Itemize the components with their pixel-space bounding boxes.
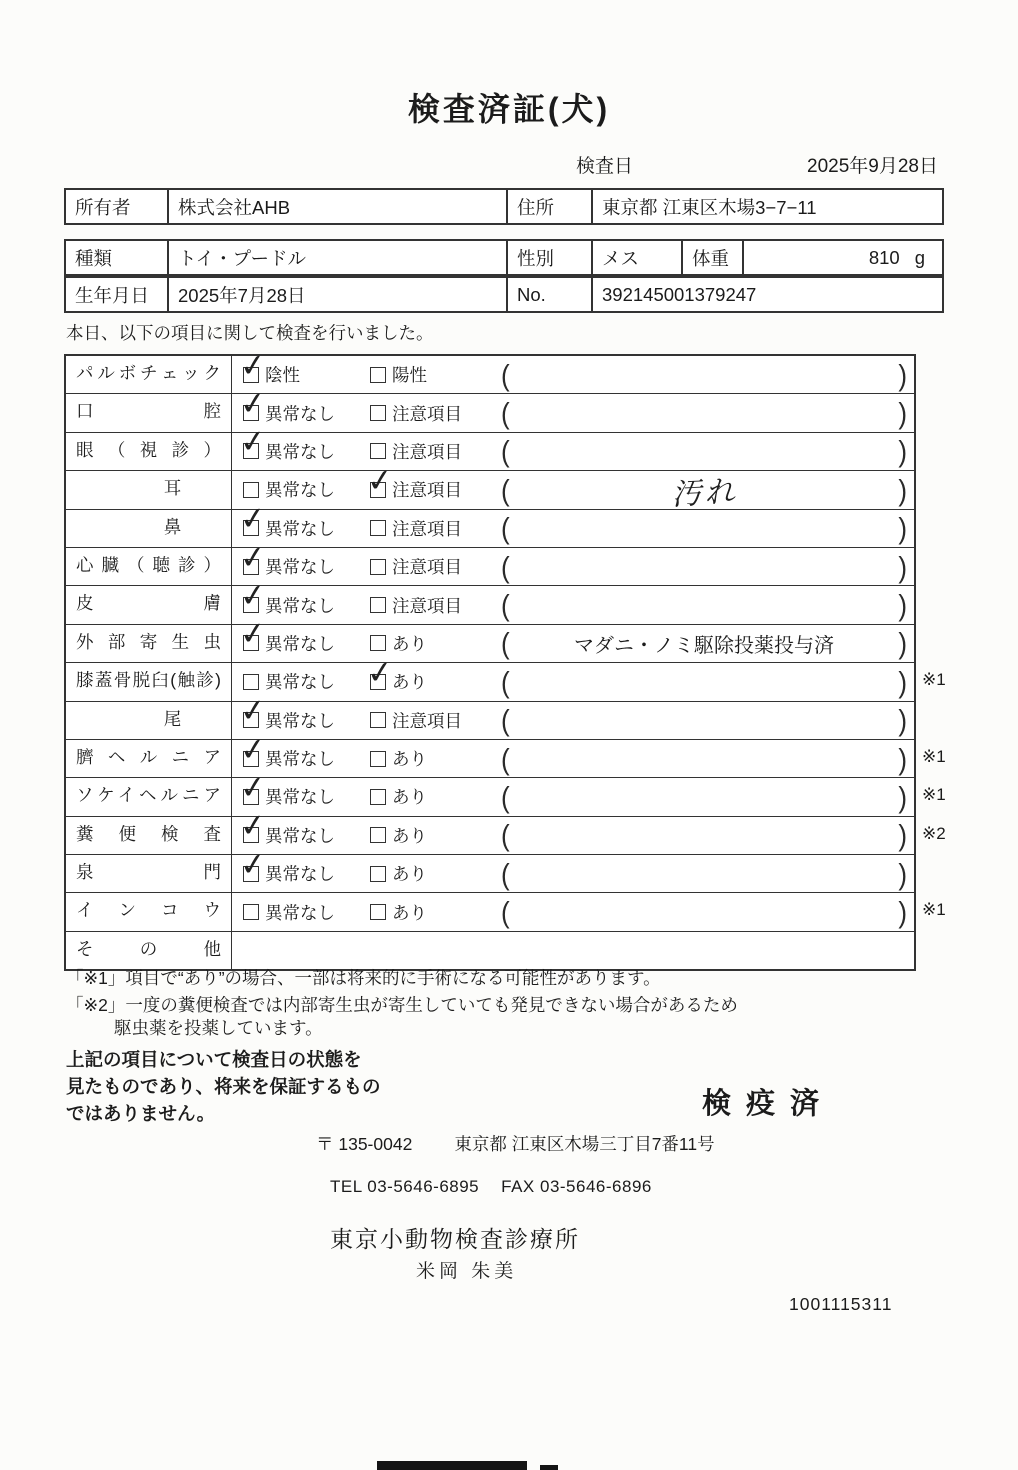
checkbox-option-2[interactable] bbox=[370, 520, 386, 536]
exam-row-body bbox=[232, 384, 914, 431]
option-label: あり bbox=[392, 864, 427, 885]
serial-number: 1001115311 bbox=[789, 1294, 893, 1314]
exam-row-11 bbox=[66, 730, 946, 778]
option-2 bbox=[370, 823, 501, 848]
option-label: 異常なし bbox=[265, 633, 335, 654]
exam-row-body bbox=[232, 576, 914, 623]
clinic-fax: FAX 03-5646-6896 bbox=[501, 1177, 652, 1196]
reference-mark: ※1 bbox=[922, 670, 946, 690]
birthdate-label: 生年月日 bbox=[75, 284, 150, 306]
exam-item-label: インコウ bbox=[66, 893, 232, 930]
option-label: 異常なし bbox=[265, 672, 335, 693]
checkbox-option-1[interactable] bbox=[238, 807, 268, 846]
paren-close: ) bbox=[898, 779, 907, 815]
option-1 bbox=[232, 730, 370, 771]
breed-label: 種類 bbox=[75, 247, 113, 269]
reference-mark: ※1 bbox=[922, 900, 946, 920]
exam-row-14 bbox=[66, 845, 914, 893]
weight-value: 810 bbox=[868, 246, 900, 268]
option-1 bbox=[232, 477, 370, 502]
checkbox-option-1[interactable] bbox=[238, 538, 268, 577]
exam-item-label: 膝蓋骨脱臼(触診) bbox=[66, 663, 232, 700]
exam-item-label: 鼻 bbox=[66, 510, 232, 547]
paren-close: ) bbox=[898, 357, 907, 392]
owner-label: 所有者 bbox=[75, 196, 131, 218]
checkbox-option-2[interactable] bbox=[365, 461, 395, 501]
exam-table bbox=[64, 346, 946, 971]
exam-item-label: ソケイヘルニア bbox=[66, 778, 232, 815]
clinic-phone-row bbox=[330, 1177, 652, 1197]
checkbox-option-1[interactable] bbox=[243, 482, 259, 498]
option-label: 注意項目 bbox=[392, 480, 462, 501]
result-field bbox=[501, 587, 914, 623]
checkbox-option-2[interactable] bbox=[370, 559, 386, 575]
result-field bbox=[501, 779, 914, 815]
option-label: あり bbox=[392, 902, 427, 923]
weight-label: 体重 bbox=[681, 241, 742, 274]
paren-close: ) bbox=[898, 856, 907, 892]
paren-close: ) bbox=[898, 549, 907, 584]
option-1 bbox=[232, 615, 370, 656]
paren-close: ) bbox=[898, 511, 907, 546]
paren-close: ) bbox=[898, 587, 907, 623]
option-1 bbox=[232, 845, 370, 886]
reference-mark: ※1 bbox=[922, 785, 946, 805]
result-field bbox=[501, 511, 914, 546]
exam-row-body bbox=[232, 845, 914, 892]
clinic-name: 東京小動物検査診療所 bbox=[330, 1226, 580, 1252]
paren-open: ( bbox=[501, 894, 510, 930]
footnote-1: 「※1」項目で“あり”の場合、一部は将来的に手術になる可能性があります。 bbox=[66, 968, 661, 988]
checkbox-option-2[interactable] bbox=[365, 653, 395, 693]
paren-open: ( bbox=[501, 549, 510, 584]
option-1 bbox=[232, 669, 370, 694]
check-mark-icon: ✓ bbox=[238, 346, 268, 385]
owner-table bbox=[64, 188, 944, 225]
result-field bbox=[501, 818, 914, 853]
option-label: 異常なし bbox=[265, 480, 335, 501]
result-text: 汚れ bbox=[670, 475, 739, 512]
disclaimer-line-2: 見たものであり、将来を保証するもの bbox=[66, 1076, 381, 1097]
checkbox-option-1[interactable] bbox=[238, 346, 268, 385]
scan-artifact-small bbox=[540, 1465, 558, 1470]
checkbox-option-1[interactable] bbox=[238, 423, 268, 462]
checkbox-option-2[interactable] bbox=[370, 751, 386, 767]
result-field bbox=[501, 702, 914, 738]
exam-row-body bbox=[232, 346, 914, 393]
result-field bbox=[501, 664, 914, 700]
exam-row-7 bbox=[66, 576, 914, 624]
option-label: 注意項目 bbox=[392, 441, 462, 462]
exam-row-body bbox=[232, 932, 914, 969]
option-1 bbox=[232, 499, 370, 541]
paren-open: ( bbox=[501, 702, 510, 738]
exam-item-label: 尾 bbox=[66, 702, 232, 739]
address-value: 東京都 江東区木場3−7−11 bbox=[591, 190, 942, 223]
exam-row-body bbox=[232, 807, 914, 854]
option-1 bbox=[232, 768, 370, 809]
veterinarian-name: 米岡 朱美 bbox=[416, 1261, 518, 1282]
exam-row-5 bbox=[66, 499, 914, 548]
result-field bbox=[501, 395, 914, 431]
check-mark-icon: ✓ bbox=[238, 499, 268, 539]
result-text: マダニ・ノミ駆除投薬投与済 bbox=[574, 634, 834, 657]
paren-open: ( bbox=[501, 395, 510, 431]
check-mark-icon: ✓ bbox=[365, 461, 395, 501]
exam-row-13 bbox=[66, 807, 946, 855]
option-label: 注意項目 bbox=[392, 557, 462, 578]
paren-close: ) bbox=[898, 894, 907, 930]
option-label: 陽性 bbox=[392, 365, 427, 386]
check-mark-icon: ✓ bbox=[238, 730, 268, 769]
inspection-date bbox=[576, 151, 938, 178]
exam-item-label: 臍ヘルニア bbox=[66, 740, 232, 777]
option-1 bbox=[232, 807, 370, 848]
option-label: 異常なし bbox=[265, 557, 335, 578]
inspection-date-value: 2025年9月28日 bbox=[807, 156, 938, 177]
option-2 bbox=[370, 401, 501, 426]
exam-row-10 bbox=[66, 691, 914, 740]
option-2 bbox=[370, 362, 501, 387]
option-label: 異常なし bbox=[265, 787, 335, 808]
paren-open: ( bbox=[501, 664, 510, 700]
exam-item-label: 糞便検査 bbox=[66, 817, 232, 854]
exam-row-body bbox=[232, 653, 914, 700]
paren-open: ( bbox=[501, 818, 510, 853]
option-label: 注意項目 bbox=[392, 403, 462, 424]
option-label: 異常なし bbox=[265, 518, 335, 539]
exam-row-1 bbox=[66, 346, 914, 394]
exam-row-16 bbox=[66, 932, 914, 969]
document-title: 検査済証(犬) bbox=[407, 91, 611, 127]
checkbox-option-2[interactable] bbox=[370, 597, 386, 613]
paren-close: ) bbox=[898, 818, 907, 853]
exam-item-label: 泉門 bbox=[66, 855, 232, 892]
exam-row-body bbox=[232, 730, 914, 777]
exam-row-body bbox=[232, 893, 914, 930]
option-1 bbox=[232, 384, 370, 426]
check-mark-icon: ✓ bbox=[238, 384, 268, 424]
check-mark-icon: ✓ bbox=[238, 807, 268, 846]
address-label: 住所 bbox=[506, 190, 591, 223]
exam-item-label: 外部寄生虫 bbox=[66, 625, 232, 662]
option-2 bbox=[370, 746, 501, 771]
checkbox-option-2[interactable] bbox=[370, 635, 386, 651]
result-field bbox=[501, 894, 914, 930]
paren-close: ) bbox=[898, 664, 907, 700]
checkbox-option-1[interactable] bbox=[238, 845, 268, 885]
footnote-2-line1: 「※2」一度の糞便検査では内部寄生虫が寄生していても発見できない場合があるため bbox=[66, 995, 738, 1015]
option-2 bbox=[370, 631, 501, 656]
option-2 bbox=[370, 554, 501, 579]
exam-item-label: 眼（視診） bbox=[66, 433, 232, 470]
pet-info-row-breed bbox=[64, 239, 944, 276]
exam-item-label: 皮膚 bbox=[66, 586, 232, 623]
option-label: あり bbox=[392, 749, 427, 770]
result-field bbox=[501, 468, 914, 512]
inspection-date-label: 検査日 bbox=[576, 156, 634, 177]
paren-open: ( bbox=[501, 434, 510, 469]
exam-item-label: 口腔 bbox=[66, 394, 232, 431]
check-mark-icon: ✓ bbox=[238, 691, 268, 731]
check-mark-icon: ✓ bbox=[365, 653, 395, 693]
option-1 bbox=[232, 691, 370, 733]
check-mark-icon: ✓ bbox=[238, 615, 268, 654]
paren-close: ) bbox=[898, 395, 907, 431]
paren-close: ) bbox=[898, 434, 907, 469]
option-label: 異常なし bbox=[265, 710, 335, 731]
option-1 bbox=[232, 538, 370, 579]
weight-value-cell bbox=[742, 241, 942, 274]
option-2 bbox=[370, 593, 501, 618]
exam-item-label: 耳 bbox=[66, 471, 232, 508]
check-mark-icon: ✓ bbox=[238, 768, 268, 808]
exam-row-6 bbox=[66, 538, 914, 586]
checkbox-option-1[interactable] bbox=[238, 384, 268, 424]
check-mark-icon: ✓ bbox=[238, 538, 268, 577]
checkbox-option-1[interactable] bbox=[238, 768, 268, 808]
option-label: あり bbox=[392, 825, 427, 846]
option-2 bbox=[370, 516, 501, 541]
reference-mark: ※1 bbox=[922, 746, 946, 766]
option-label: 異常なし bbox=[265, 825, 335, 846]
result-field bbox=[501, 741, 914, 776]
exam-item-label: 心臓（聴診） bbox=[66, 548, 232, 585]
checkbox-option-2[interactable] bbox=[370, 827, 386, 843]
option-2 bbox=[370, 861, 501, 886]
option-1 bbox=[232, 346, 370, 387]
paren-open: ( bbox=[501, 741, 510, 776]
paren-open: ( bbox=[501, 472, 510, 508]
clinic-tel: TEL 03-5646-6895 bbox=[330, 1177, 480, 1196]
exam-item-label: パルボチェック bbox=[66, 356, 232, 393]
result-field bbox=[501, 357, 914, 392]
disclaimer-line-3: ではありません。 bbox=[66, 1103, 216, 1124]
paren-open: ( bbox=[501, 626, 510, 661]
option-2 bbox=[370, 784, 501, 809]
breed-value: トイ・プードル bbox=[167, 241, 506, 274]
exam-row-body bbox=[232, 768, 914, 815]
option-1 bbox=[232, 423, 370, 464]
paren-open: ( bbox=[501, 357, 510, 392]
weight-unit: g bbox=[914, 246, 925, 268]
quarantine-stamp: 検疫済 bbox=[702, 1088, 835, 1120]
exam-row-body bbox=[232, 691, 914, 739]
pet-info-row-birth bbox=[64, 276, 944, 313]
checkbox-option-2[interactable] bbox=[370, 712, 386, 728]
result-field bbox=[501, 549, 914, 584]
paren-open: ( bbox=[501, 587, 510, 623]
paren-close: ) bbox=[898, 741, 907, 776]
option-2 bbox=[365, 461, 501, 502]
checkbox-option-2[interactable] bbox=[370, 866, 386, 882]
reference-mark: ※2 bbox=[922, 823, 946, 843]
checkbox-option-2[interactable] bbox=[370, 367, 386, 383]
disclaimer-text bbox=[66, 1046, 381, 1127]
check-mark-icon: ✓ bbox=[238, 576, 268, 616]
sex-value: メス bbox=[591, 241, 681, 274]
option-1 bbox=[232, 576, 370, 618]
option-label: 異常なし bbox=[265, 864, 335, 885]
option-2 bbox=[370, 439, 501, 464]
option-label: 異常なし bbox=[265, 902, 335, 923]
checkbox-option-1[interactable] bbox=[238, 576, 268, 616]
option-label: 陰性 bbox=[265, 365, 300, 386]
result-field bbox=[501, 626, 914, 661]
exam-row-2 bbox=[66, 384, 914, 432]
option-label: 注意項目 bbox=[392, 518, 462, 539]
checkbox-option-1[interactable] bbox=[243, 674, 259, 690]
option-label: あり bbox=[392, 787, 427, 808]
sex-label: 性別 bbox=[506, 241, 591, 274]
option-label: 注意項目 bbox=[392, 595, 462, 616]
option-label: 異常なし bbox=[265, 595, 335, 616]
check-mark-icon: ✓ bbox=[238, 423, 268, 462]
paren-open: ( bbox=[501, 779, 510, 815]
checkbox-option-1[interactable] bbox=[238, 691, 268, 731]
exam-row-4 bbox=[66, 461, 914, 512]
option-label: 異常なし bbox=[265, 441, 335, 462]
exam-row-15 bbox=[66, 893, 946, 931]
option-1 bbox=[232, 900, 370, 925]
option-label: 異常なし bbox=[265, 749, 335, 770]
option-label: 注意項目 bbox=[392, 710, 462, 731]
checkbox-option-2[interactable] bbox=[370, 789, 386, 805]
exam-row-body bbox=[232, 538, 914, 585]
checkbox-option-1[interactable] bbox=[238, 615, 268, 654]
checkbox-option-2[interactable] bbox=[370, 904, 386, 920]
scan-artifact bbox=[377, 1461, 527, 1470]
exam-row-12 bbox=[66, 768, 946, 816]
paren-open: ( bbox=[501, 511, 510, 546]
option-label: 異常なし bbox=[265, 403, 335, 424]
check-mark-icon: ✓ bbox=[238, 845, 268, 885]
paren-open: ( bbox=[501, 856, 510, 892]
registration-no-value: 392145001379247 bbox=[591, 278, 942, 311]
paren-close: ) bbox=[898, 472, 907, 508]
option-2 bbox=[370, 708, 501, 733]
footnote-2-line2: 駆虫薬を投薬しています。 bbox=[114, 1018, 323, 1038]
option-2 bbox=[370, 900, 501, 925]
exam-row-8 bbox=[66, 615, 914, 663]
checkbox-option-1[interactable] bbox=[238, 730, 268, 769]
checkbox-option-1[interactable] bbox=[238, 499, 268, 539]
disclaimer-line-1: 上記の項目について検査日の状態を bbox=[66, 1049, 362, 1070]
exam-row-9 bbox=[66, 653, 946, 701]
registration-no-label: No. bbox=[506, 278, 591, 311]
checkbox-option-1[interactable] bbox=[243, 904, 259, 920]
option-label: あり bbox=[392, 672, 427, 693]
paren-close: ) bbox=[898, 626, 907, 661]
option-2 bbox=[365, 653, 501, 694]
option-label: あり bbox=[392, 633, 427, 654]
result-field bbox=[501, 856, 914, 892]
exam-row-body bbox=[232, 615, 914, 662]
intro-text: 本日、以下の項目に関して検査を行いました。 bbox=[66, 323, 434, 343]
exam-row-body bbox=[232, 499, 914, 547]
birthdate-value: 2025年7月28日 bbox=[167, 278, 506, 311]
exam-row-body bbox=[232, 461, 914, 512]
exam-item-label: その他 bbox=[66, 932, 232, 969]
paren-close: ) bbox=[898, 702, 907, 738]
owner-value: 株式会社AHB bbox=[167, 190, 506, 223]
clinic-address: 東京都 江東区木場三丁目7番11号 bbox=[454, 1134, 715, 1154]
checkbox-option-2[interactable] bbox=[370, 405, 386, 421]
checkbox-option-2[interactable] bbox=[370, 443, 386, 459]
clinic-address-row bbox=[316, 1131, 715, 1156]
clinic-postal-code: 〒 135-0042 bbox=[316, 1134, 413, 1154]
